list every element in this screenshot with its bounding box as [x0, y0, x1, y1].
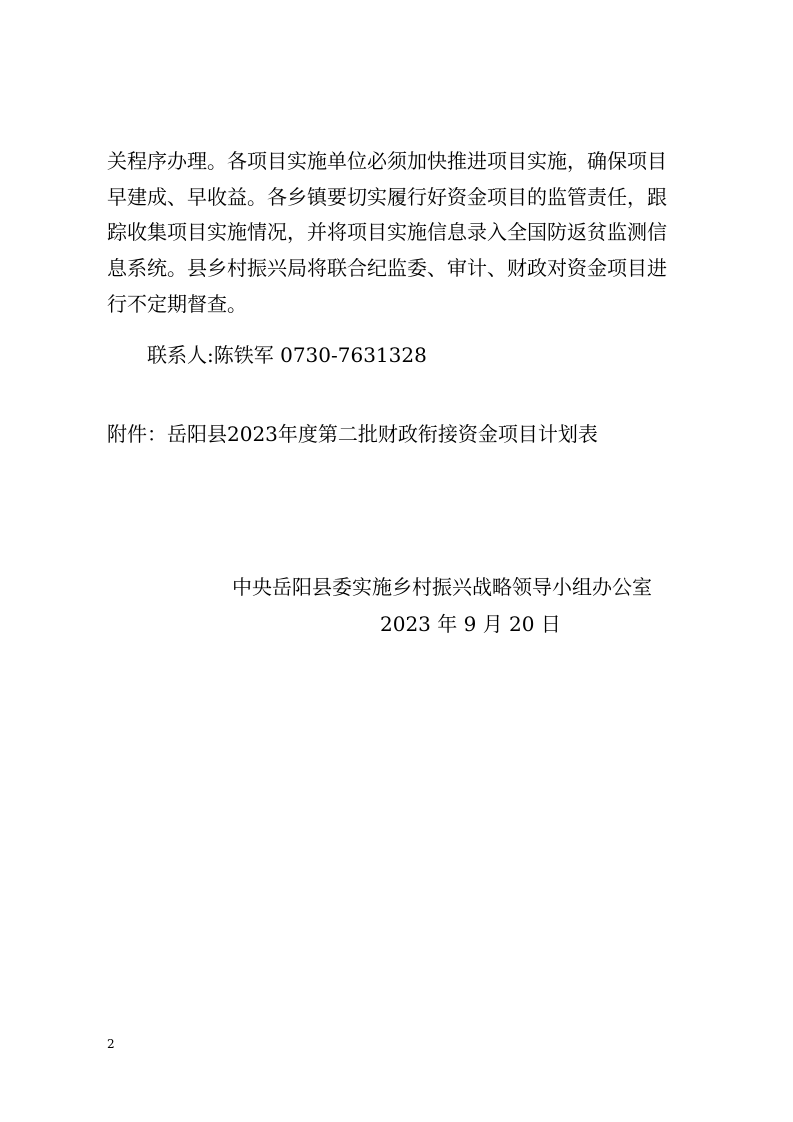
body-line-5: 行不定期督查。 [107, 292, 247, 316]
attachment-line: 附件：岳阳县2023年度第二批财政衔接资金项目计划表 [107, 422, 598, 446]
signature-date: 2023 年 9 月 20 日 [380, 612, 561, 636]
body-line-2: 早建成、早收益。各乡镇要切实履行好资金项目的监管责任，跟 [107, 185, 667, 209]
contact-line: 联系人:陈铁军 0730-7631328 [147, 343, 427, 367]
page-number: 2 [107, 1037, 115, 1051]
body-line-1: 关程序办理。各项目实施单位必须加快推进项目实施，确保项目 [107, 149, 667, 173]
signature-organization: 中央岳阳县委实施乡村振兴战略领导小组办公室 [232, 575, 652, 599]
body-line-4: 息系统。县乡村振兴局将联合纪监委、审计、财政对资金项目进 [107, 256, 667, 280]
body-line-3: 踪收集项目实施情况，并将项目实施信息录入全国防返贫监测信 [107, 220, 667, 244]
